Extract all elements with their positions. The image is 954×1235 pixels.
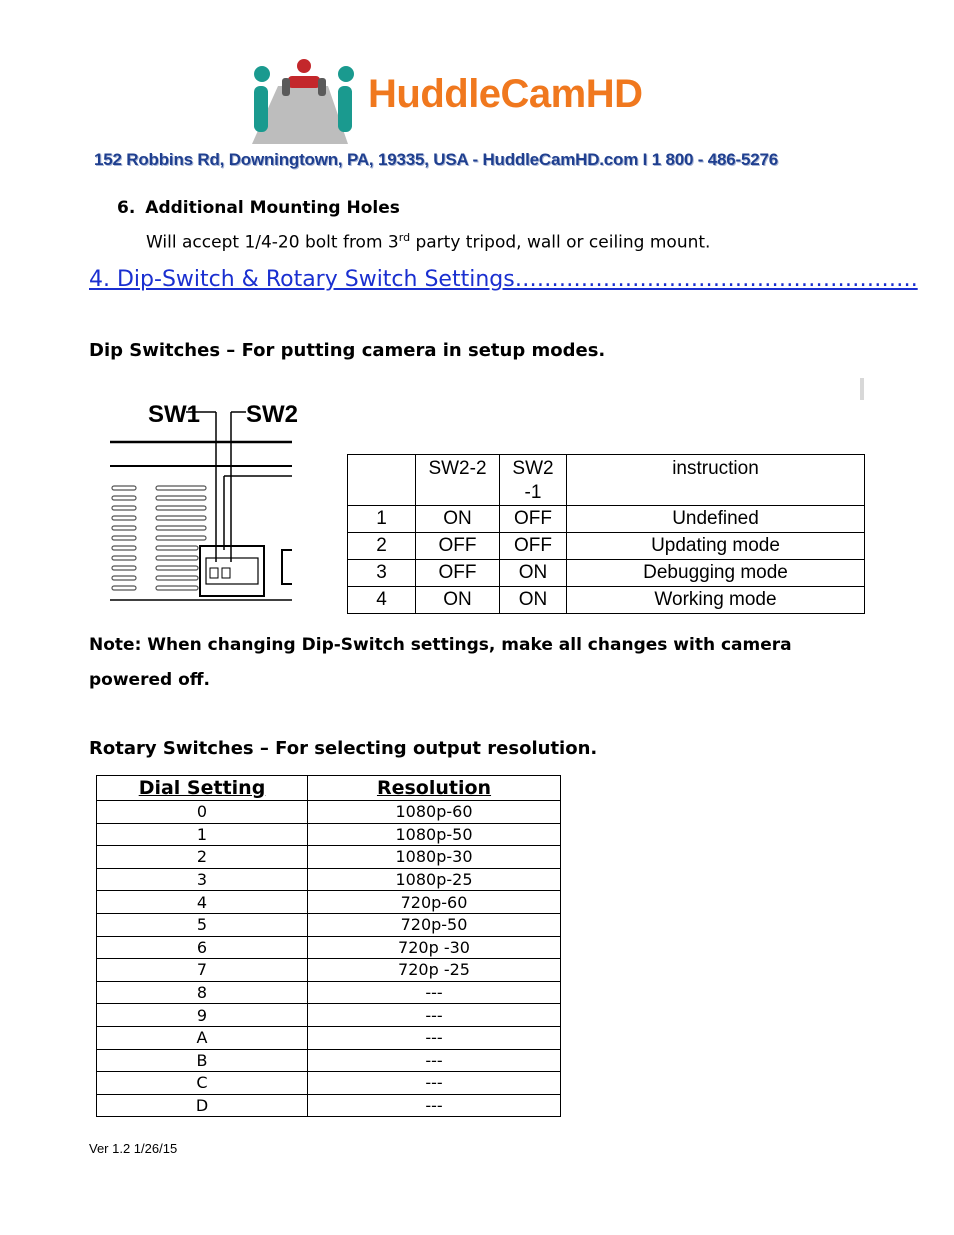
version-footer: Ver 1.2 1/26/15 xyxy=(89,1141,178,1156)
table-row xyxy=(348,533,865,560)
resolution-cell: --- xyxy=(308,1026,561,1049)
resolution-cell: 720p-60 xyxy=(308,891,561,914)
dial-setting-cell: 2 xyxy=(97,846,308,869)
dial-setting-cell: B xyxy=(97,1049,308,1072)
rotary-resolution-table xyxy=(96,775,561,1117)
resolution-cell: 1080p-25 xyxy=(308,868,561,891)
table-cell: 1 xyxy=(348,506,416,533)
table-row xyxy=(97,1026,561,1049)
table-row xyxy=(348,560,865,587)
resolution-cell: --- xyxy=(308,1072,561,1095)
dip-switch-diagram xyxy=(106,390,328,605)
desc-text: Will accept 1/4-20 bolt from 3 xyxy=(146,232,399,253)
resolution-cell: --- xyxy=(308,1049,561,1072)
table-row xyxy=(97,823,561,846)
dial-setting-cell: 1 xyxy=(97,823,308,846)
rotary-switch-heading: Rotary Switches – For selecting output resolution. xyxy=(89,738,598,759)
table-row xyxy=(97,1049,561,1072)
table-row xyxy=(97,913,561,936)
dip-switch-note: Note: When changing Dip-Switch settings, make all changes with camera powered off. xyxy=(89,635,792,690)
table-cell: OFF xyxy=(416,533,500,560)
dial-setting-cell: 7 xyxy=(97,959,308,982)
dial-setting-cell: 4 xyxy=(97,891,308,914)
resolution-cell: 720p-50 xyxy=(308,913,561,936)
list-item-description xyxy=(146,231,710,253)
brand-name: HuddleCamHD xyxy=(368,72,643,116)
dip-switch-table xyxy=(347,454,865,614)
table-cell: Working mode xyxy=(567,587,865,614)
dial-setting-cell: 8 xyxy=(97,981,308,1004)
resolution-cell: --- xyxy=(308,981,561,1004)
dial-setting-cell: A xyxy=(97,1026,308,1049)
scan-artifact xyxy=(860,378,864,400)
resolution-cell: 720p -30 xyxy=(308,936,561,959)
table-cell: 3 xyxy=(348,560,416,587)
sw1-label: SW1 xyxy=(148,401,201,428)
table-row xyxy=(97,981,561,1004)
header-dial-setting: Dial Setting xyxy=(97,776,308,801)
table-cell: 2 xyxy=(348,533,416,560)
list-item-title: Additional Mounting Holes xyxy=(145,198,400,218)
dial-setting-cell: 5 xyxy=(97,913,308,936)
table-cell: ON xyxy=(500,560,567,587)
table-row xyxy=(97,1072,561,1095)
dip-switch-heading: Dip Switches – For putting camera in setup modes. xyxy=(89,340,606,361)
dial-setting-cell: 0 xyxy=(97,801,308,824)
table-cell: Undefined xyxy=(567,506,865,533)
table-row xyxy=(97,1004,561,1027)
table-cell: ON xyxy=(416,506,500,533)
list-item-heading xyxy=(117,198,400,218)
header-cell: SW2 -1 xyxy=(500,455,567,506)
table-cell: OFF xyxy=(500,533,567,560)
table-header-row xyxy=(97,776,561,801)
header-cell: instruction xyxy=(567,455,865,506)
table-cell: ON xyxy=(416,587,500,614)
dial-setting-cell: 9 xyxy=(97,1004,308,1027)
table-cell: 4 xyxy=(348,587,416,614)
resolution-cell: 1080p-50 xyxy=(308,823,561,846)
sw2-label: SW2 xyxy=(246,401,299,428)
company-address: 152 Robbins Rd, Downingtown, PA, 19335, USA - HuddleCamHD.com I 1 800 - 486-5276 xyxy=(94,150,779,169)
header-cell xyxy=(348,455,416,506)
table-row xyxy=(97,959,561,982)
resolution-cell: --- xyxy=(308,1004,561,1027)
dial-setting-cell: C xyxy=(97,1072,308,1095)
table-row xyxy=(348,506,865,533)
list-item-number: 6. xyxy=(117,198,136,218)
table-cell: OFF xyxy=(416,560,500,587)
rotary-table-body xyxy=(97,801,561,1117)
table-row xyxy=(97,868,561,891)
table-row xyxy=(97,1094,561,1117)
resolution-cell: 1080p-30 xyxy=(308,846,561,869)
header-resolution: Resolution xyxy=(308,776,561,801)
dial-setting-cell: 3 xyxy=(97,868,308,891)
table-cell: OFF xyxy=(500,506,567,533)
table-cell: ON xyxy=(500,587,567,614)
table-row xyxy=(97,891,561,914)
resolution-cell: --- xyxy=(308,1094,561,1117)
table-cell: Debugging mode xyxy=(567,560,865,587)
dial-setting-cell: 6 xyxy=(97,936,308,959)
table-row xyxy=(348,587,865,614)
dial-setting-cell: D xyxy=(97,1094,308,1117)
table-row xyxy=(97,846,561,869)
table-row xyxy=(97,936,561,959)
resolution-cell: 720p -25 xyxy=(308,959,561,982)
desc-text-end: party tripod, wall or ceiling mount. xyxy=(410,232,711,253)
table-row xyxy=(97,801,561,824)
table-cell: Updating mode xyxy=(567,533,865,560)
resolution-cell: 1080p-60 xyxy=(308,801,561,824)
header-cell: SW2-2 xyxy=(416,455,500,506)
table-header-row xyxy=(348,455,865,506)
section-title-link[interactable]: 4. Dip-Switch & Rotary Switch Settings………………………………………………. xyxy=(89,267,918,292)
desc-superscript: rd xyxy=(398,231,411,244)
